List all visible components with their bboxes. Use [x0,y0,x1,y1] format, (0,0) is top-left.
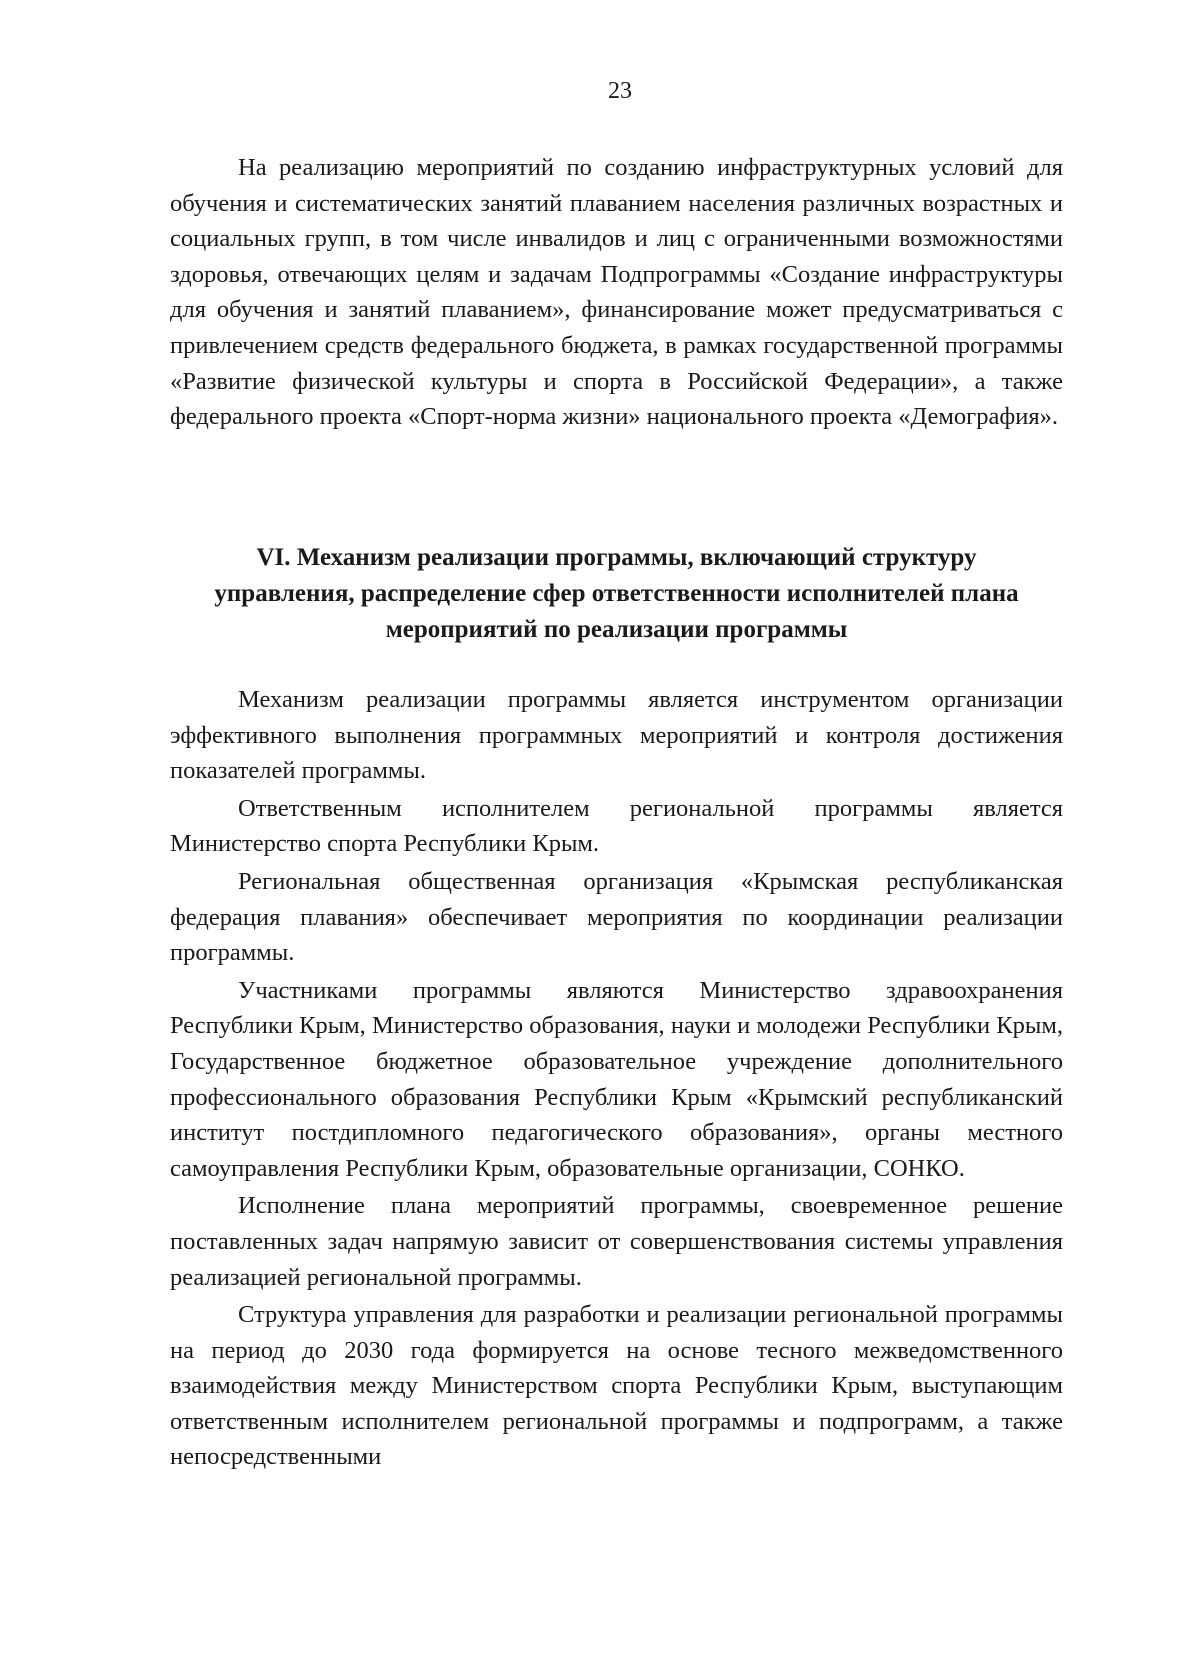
paragraph-swimming-federation: Региональная общественная организация «Крымская республиканская федерация плавания» обеспечивает мероприятия по координации реализации программы. [170,867,1063,967]
paragraph-mechanism: Механизм реализации программы является инструментом организации эффективного выполнения программных мероприятий и контроля достижения показателей программы. [170,686,1063,785]
paragraph-funding: На реализацию мероприятий по созданию инфраструктурных условий для обучения и систематических занятий плаванием населения различных возрастных и социальных групп, в том числе инвалидов и лиц с ограниченными возможностями здоровья, отвечающих целям и задачам Подпрограммы «Создание инфраструктуры для обучения и занятий плаванием», финансирование может предусматриваться с привлечением средств федерального бюджета, в рамках государственной программы «Развитие физической культуры и спорта в Российской Федерации», а также федерального проекта «Спорт-норма жизни» национального проекта «Демография». [170,154,1063,431]
section-heading-line: VI. Механизм реализации программы, включающий структуру [256,544,977,571]
paragraph-participants: Участниками программы являются Министерство здравоохранения Республики Крым, Министерство образования, науки и молодежи Республики Крым, Государственное бюджетное образовательное учреждение дополнительного профессионального образования Республики Крым «Крымский республиканский институт постдипломного педагогического образования», органы местного самоуправления Республики Крым, образовательные организации, СОНКО. [170,976,1063,1182]
section-heading-line: управления, распределение сфер ответственности исполнителей плана [214,580,1019,607]
paragraph-management-structure: Структура управления для разработки и реализации региональной программы на период до 2030 года формируется на основе тесного межведомственного взаимодействия между Министерством спорта Республики Крым, выступающим ответственным исполнителем региональной программы и подпрограмм, а также непосредственными [170,1301,1063,1471]
page-number: 23 [608,78,632,104]
section-heading-line: мероприятий по реализации программы [385,616,848,643]
intro-text-block [170,150,1063,435]
paragraph-execution: Исполнение плана мероприятий программы, своевременное решение поставленных задач напрямую зависит от совершенствования системы управления реализацией региональной программы. [170,1192,1063,1291]
section-body [170,682,1063,1477]
section-heading [170,540,1063,648]
paragraph-responsible-executor: Ответственным исполнителем региональной программы является Министерство спорта Республики Крым. [170,794,1063,858]
